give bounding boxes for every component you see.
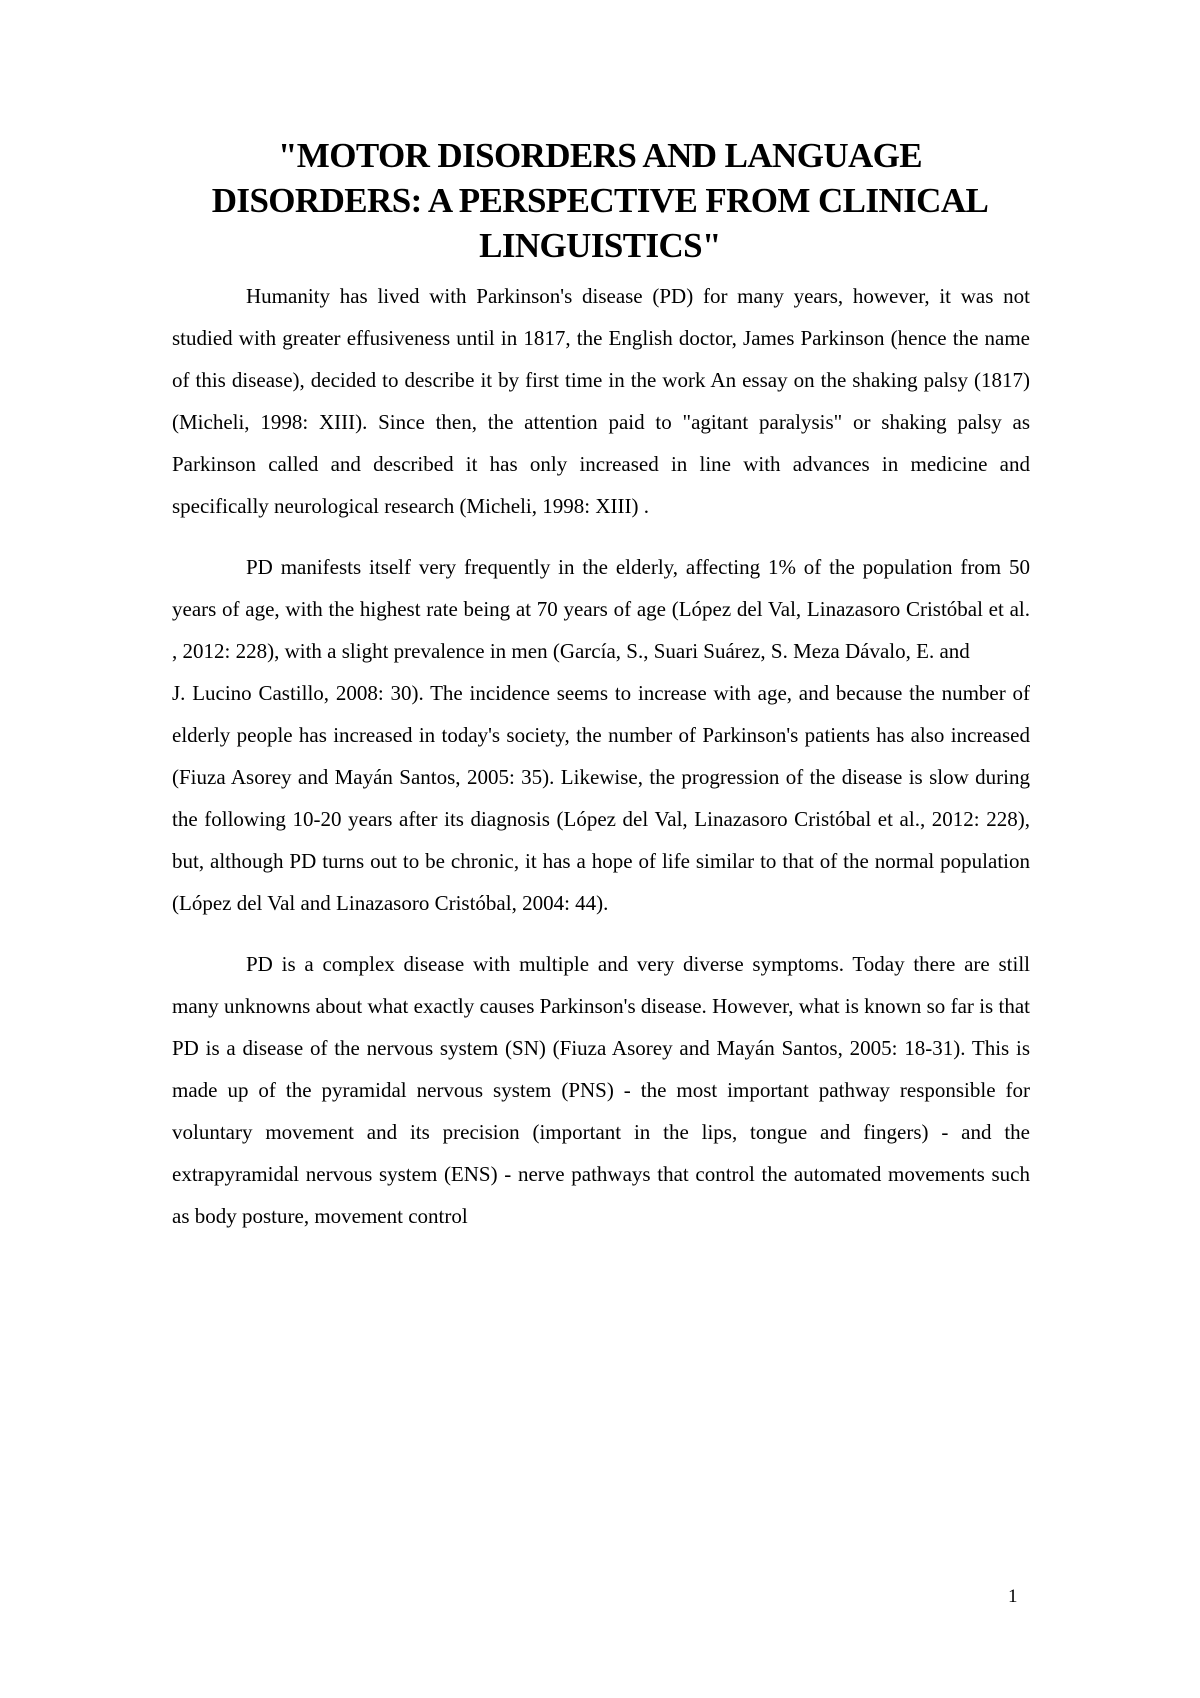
paragraph-segment: J. Lucino Castillo, 2008: 30). The incidence seems to increase with age, and because the number of elderly people has increased in today's society, the number of Parkinson's patients has also increased (Fiuza Asorey and Mayán Santos, 2005: 35). Likewise, the progression of the disease is slow during the following 10-20 years after its diagnosis (López del Val, Linazasoro Cristóbal et al., 2012: 228), but, although PD turns out to be chronic, it has a hope of life similar to that of the normal population (López del Val and Linazasoro Cristóbal, 2004: 44). <box>172 681 1030 915</box>
paragraph: PD is a complex disease with multiple and very diverse symptoms. Today there are still many unknowns about what exactly causes Parkinson's disease. However, what is known so far is that PD is a disease of the nervous system (SN) (Fiuza Asorey and Mayán Santos, 2005: 18-31). This is made up of the pyramidal nervous system (PNS) - the most important pathway responsible for voluntary movement and its precision (important in the lips, tongue and fingers) - and the extrapyramidal nervous system (ENS) - nerve pathways that control the automated movements such as body posture, movement control <box>172 952 1030 1228</box>
paragraph: Humanity has lived with Parkinson's disease (PD) for many years, however, it was not studied with greater effusiveness until in 1817, the English doctor, James Parkinson (hence the name of this disease), decided to describe it by first time in the work An essay on the shaking palsy (1817) (Micheli, 1998: XIII). Since then, the attention paid to "agitant paralysis" or shaking palsy as Parkinson called and described it has only increased in line with advances in medicine and specifically neurological research (Micheli, 1998: XIII) . <box>172 284 1030 518</box>
title-line: "MOTOR DISORDERS AND LANGUAGE <box>277 136 923 175</box>
paragraph-segment: PD manifests itself very frequently in the elderly, affecting 1% of the population from 50 years of age, with the highest rate being at 70 years of age (López del Val, Linazasoro Cristóbal et al. , 2012: 228), with a slight prevalence in men (García, S., Suari Suárez, S. Meza Dávalo, E. and <box>172 555 1030 663</box>
paragraph <box>172 546 1030 924</box>
title-line: DISORDERS: A PERSPECTIVE FROM CLINICAL <box>211 181 989 220</box>
document-body <box>172 275 1030 1237</box>
document-title <box>150 133 1050 268</box>
title-line: LINGUISTICS" <box>479 226 721 265</box>
page-number: 1 <box>1008 1586 1018 1607</box>
